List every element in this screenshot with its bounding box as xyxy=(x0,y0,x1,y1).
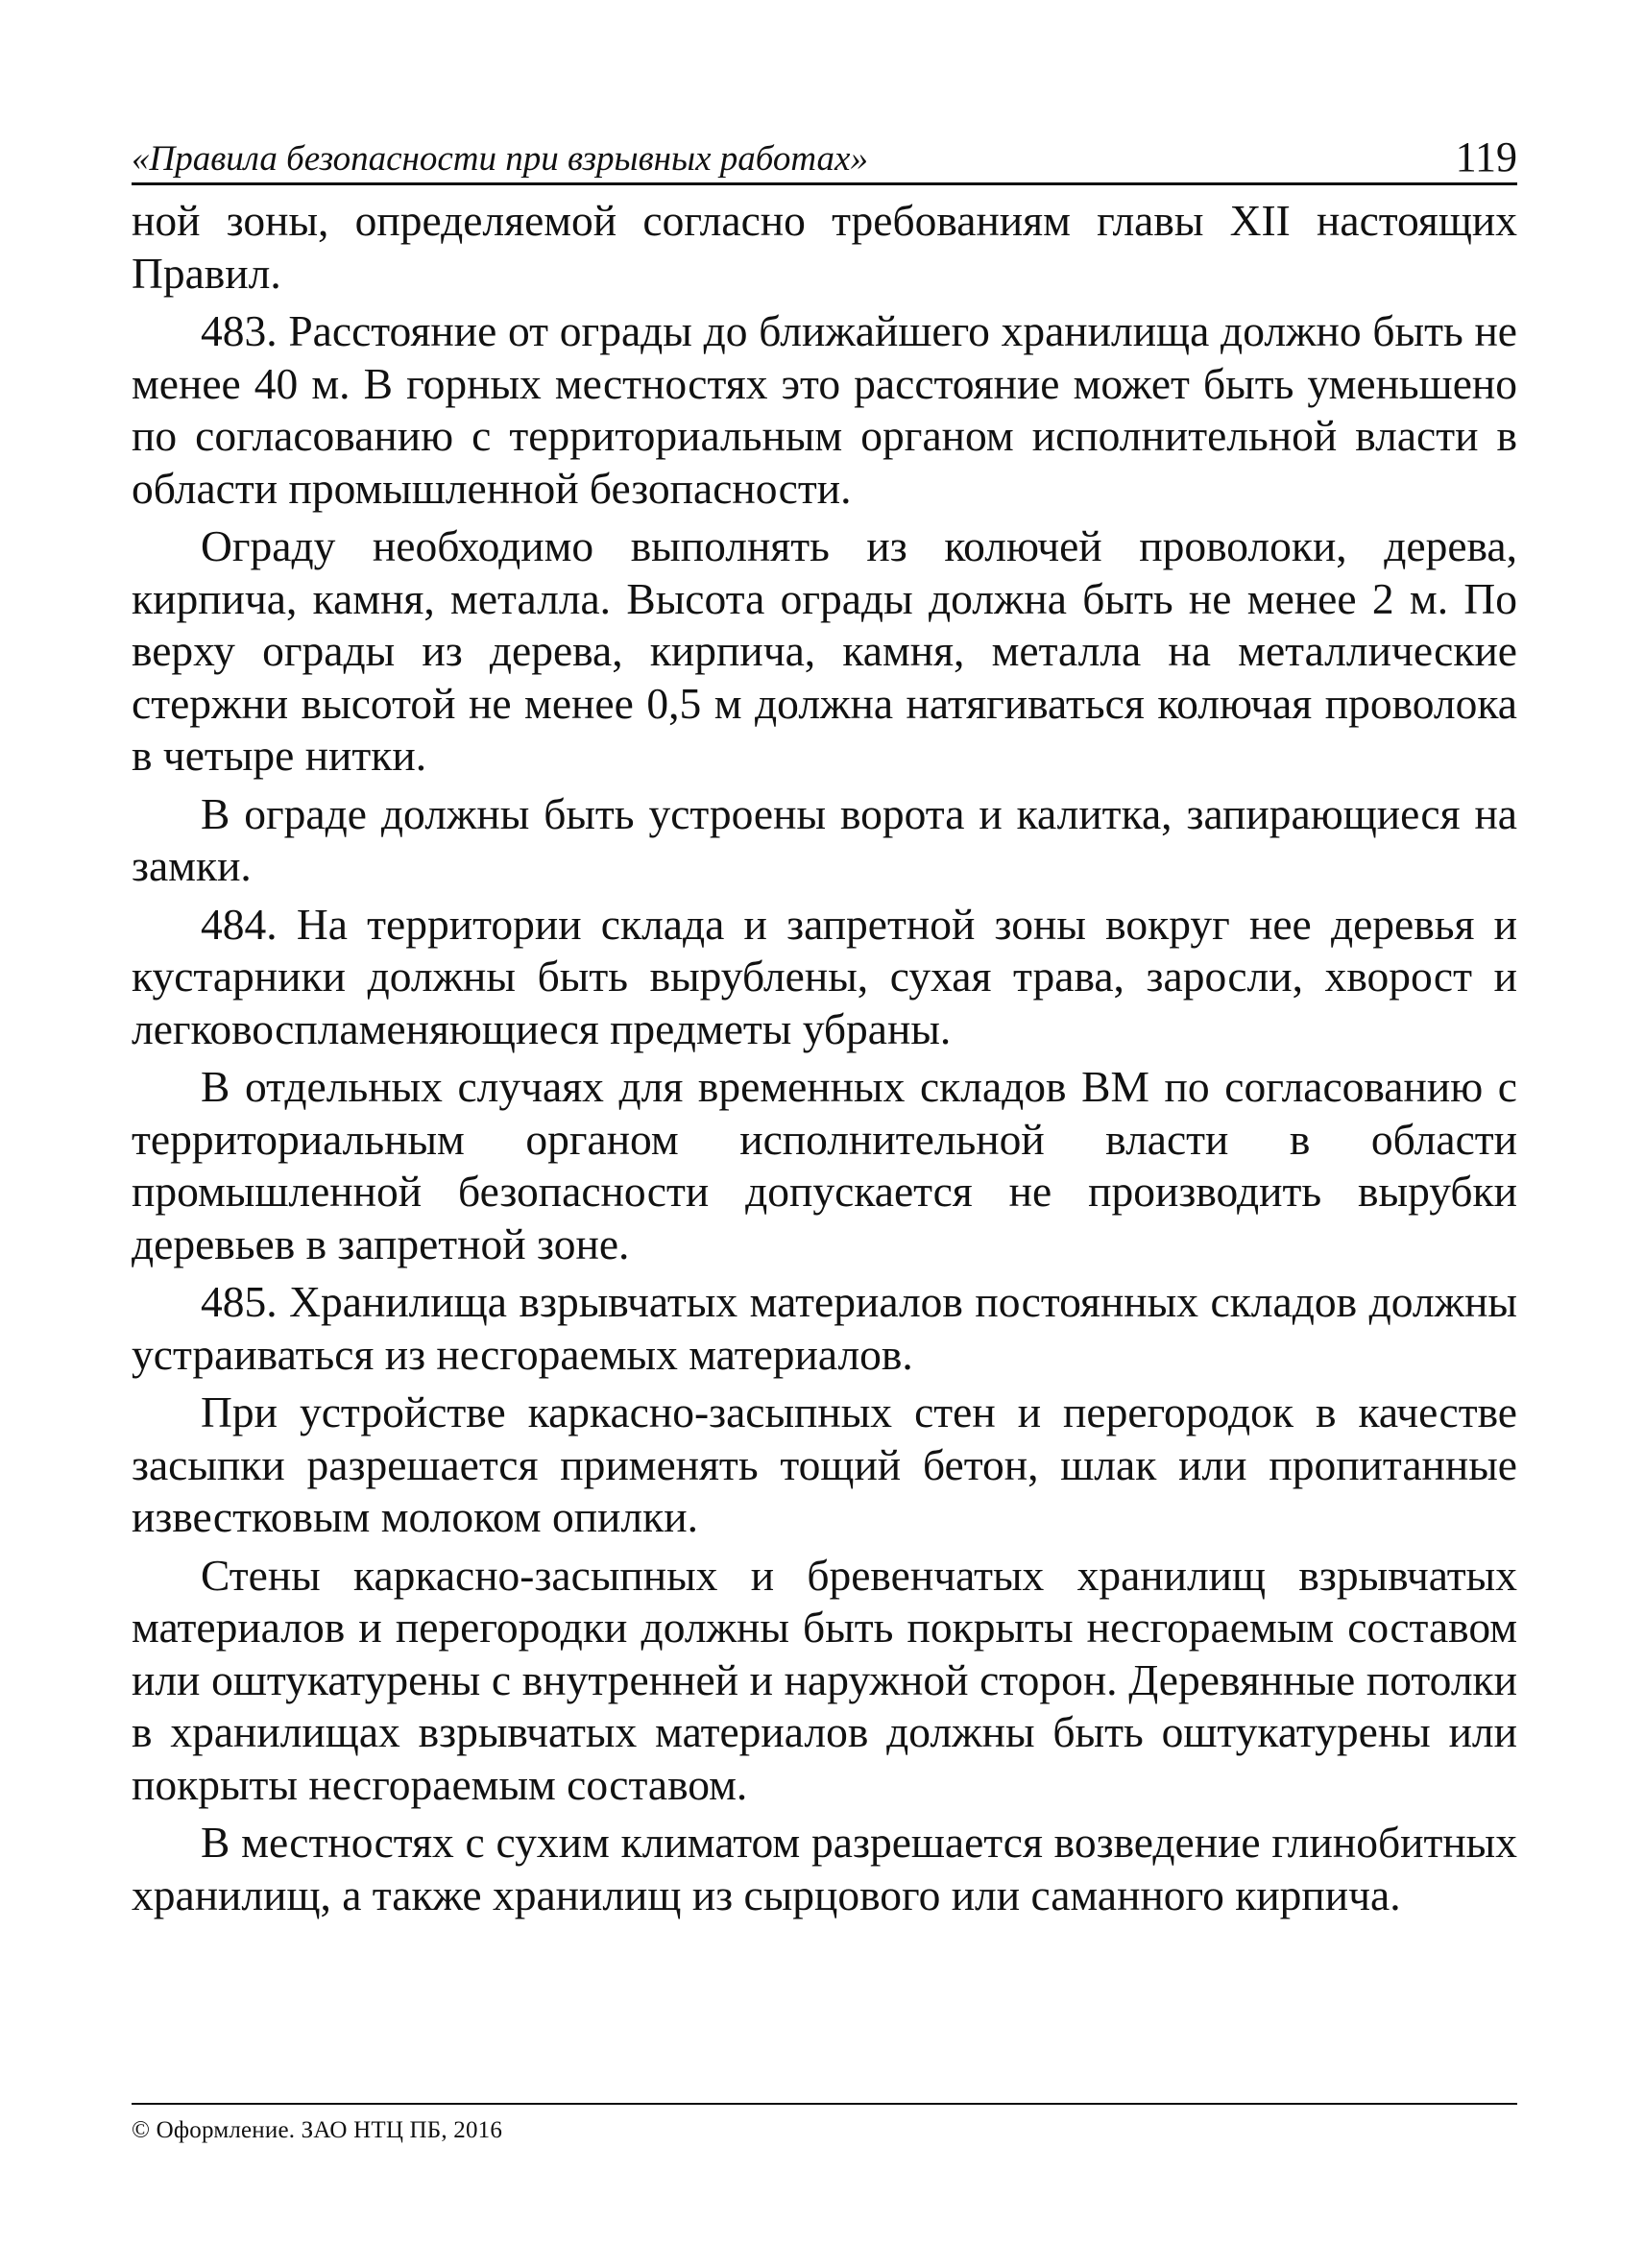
paragraph: При устройстве каркасно-засыпных стен и перегородок в качестве засыпки разрешается применять тощий бетон, шлак или пропитанные известковым молоком опилки. xyxy=(132,1387,1517,1541)
copyright-notice: © Оформление. ЗАО НТЦ ПБ, 2016 xyxy=(132,2117,503,2143)
paragraph: В местностях с сухим климатом разрешается возведение глинобитных хранилищ, а также хранилищ из сырцового или саманного кирпича. xyxy=(132,1818,1517,1919)
page-header xyxy=(132,113,1517,185)
paragraph-483: 483. Расстояние от ограды до ближайшего хранилища должно быть не менее 40 м. В горных местностях это расстояние может быть уменьшено по согласованию с территориальным органом исполнительной власти в области промышленной безопасности. xyxy=(132,306,1517,513)
document-page xyxy=(132,113,1517,1927)
paragraph: ной зоны, определяемой согласно требованиям главы XII настоящих Правил. xyxy=(132,196,1517,298)
running-title: «Правила безопасности при взрывных работах» xyxy=(132,139,868,179)
page-footer xyxy=(132,2103,1517,2145)
paragraph: Стены каркасно-засыпных и бревенчатых хранилищ взрывчатых материалов и перегородки должны быть покрыты несгораемым составом или оштукатурены с внутренней и наружной сторон. Деревянные потолки в хранилищах взрывчатых материалов должны быть оштукатурены или покрыты несгораемым составом. xyxy=(132,1550,1517,1809)
paragraph: В ограде должны быть устроены ворота и калитка, запирающиеся на замки. xyxy=(132,788,1517,890)
paragraph: Ограду необходимо выполнять из колючей проволоки, дерева, кирпича, камня, металла. Высота ограды должна быть не менее 2 м. По верху ограды из дерева, кирпича, камня, металла на металлические стержни высотой не менее 0,5 м должна натягиваться колючая проволока в четыре нитки. xyxy=(132,521,1517,780)
paragraph: В отдельных случаях для временных складов ВМ по согласованию с территориальным органом исполнительной власти в области промышленной безопасности допускается не производить вырубки деревьев в запретной зоне. xyxy=(132,1062,1517,1268)
body-text xyxy=(132,195,1517,1921)
page-number: 119 xyxy=(1455,133,1517,181)
paragraph-485: 485. Хранилища взрывчатых материалов постоянных складов должны устраиваться из несгораемых материалов. xyxy=(132,1277,1517,1379)
paragraph-484: 484. На территории склада и запретной зоны вокруг нее деревья и кустарники должны быть вырублены, сухая трава, заросли, хворост и легковоспламеняющиеся предметы убраны. xyxy=(132,899,1517,1053)
